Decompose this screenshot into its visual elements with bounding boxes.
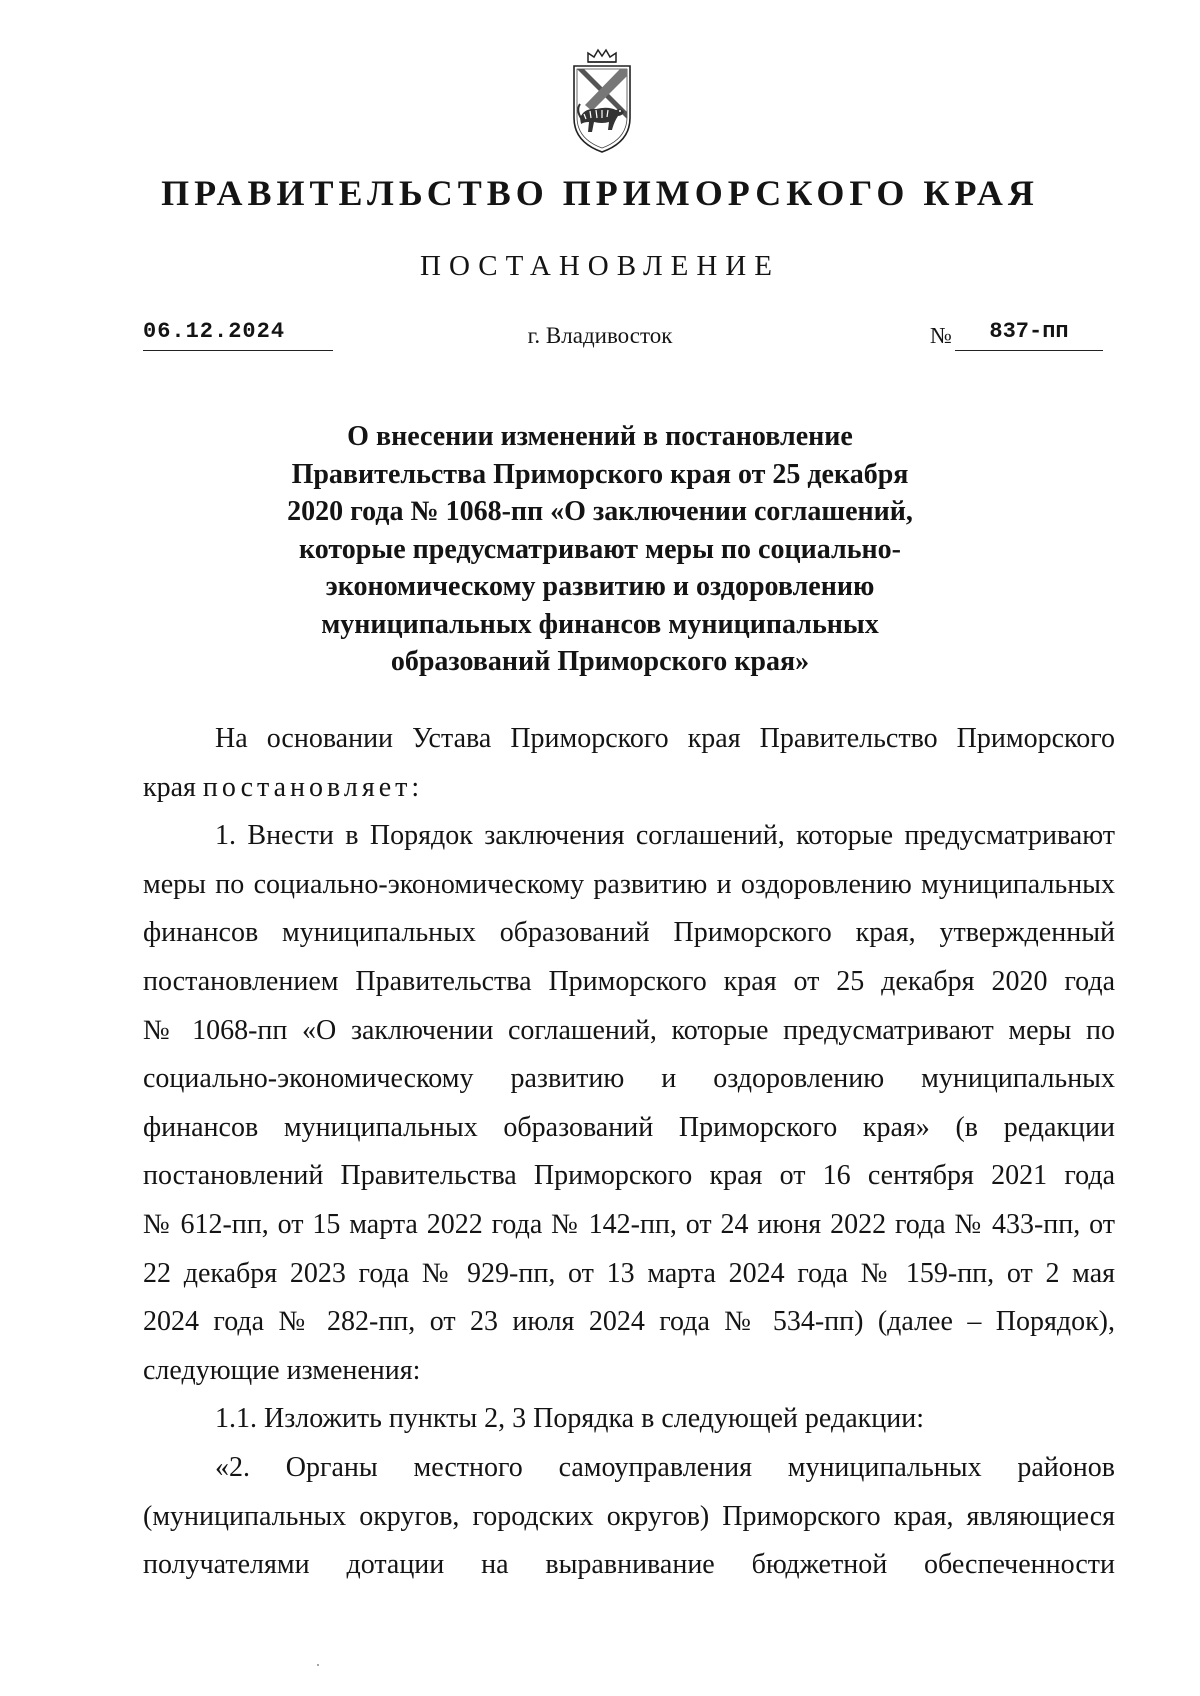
- document-number: 837-пп: [955, 318, 1103, 351]
- body-line: На основании Устава Приморского края Правительство Приморского: [215, 723, 1115, 754]
- title-line: Правительства Приморского края от 25 декабря: [291, 458, 909, 490]
- body-line: финансов муниципальных образований Приморского края» (в редакции: [143, 1111, 1115, 1143]
- title-line: муниципальных финансов муниципальных: [321, 608, 879, 640]
- title-line: образований Приморского края»: [390, 646, 810, 677]
- title-line: экономическому развитию и оздоровлению: [325, 571, 875, 602]
- body-line: «2. Органы местного самоуправления муниципальных районов: [215, 1451, 1115, 1483]
- body-line: социально-экономическому развитию и оздоровлению муниципальных: [143, 1063, 1115, 1095]
- number-sign: №: [930, 323, 952, 348]
- body-line: постановлением Правительства Приморского края от 25 декабря 2020 года: [143, 965, 1115, 997]
- body-line: № 1068-пп «О заключении соглашений, которые предусматривают меры по: [143, 1014, 1115, 1046]
- document-title: [0, 418, 1200, 681]
- authority-heading: ПРАВИТЕЛЬСТВО ПРИМОРСКОГО КРАЯ: [161, 173, 1039, 213]
- document-date: 06.12.2024: [143, 318, 333, 351]
- scan-speck: [317, 1664, 319, 1666]
- body-text-fragment: края: [143, 771, 196, 803]
- body-line: (муниципальных округов, городских округов) Приморского края, являющиеся: [143, 1500, 1115, 1532]
- primorsky-krai-coat-of-arms-icon: [568, 48, 636, 154]
- title-line: которые предусматривают меры по социально-: [299, 533, 901, 565]
- resolves-word: постановляет:: [202, 771, 424, 803]
- body-line: 1.1. Изложить пункты 2, 3 Порядка в следующей редакции:: [215, 1403, 924, 1435]
- document-body: [143, 715, 1115, 1590]
- body-line: 1. Внести в Порядок заключения соглашений, которые предусматривают: [215, 820, 1115, 852]
- document-city: г. Владивосток: [527, 323, 673, 348]
- body-line: меры по социально-экономическому развитию и оздоровлению муниципальных: [143, 868, 1115, 900]
- document-meta-row: [0, 318, 1200, 354]
- body-line: [143, 764, 1115, 813]
- body-line: постановлений Правительства Приморского края от 16 сентября 2021 года: [143, 1160, 1115, 1192]
- document-type: ПОСТАНОВЛЕНИЕ: [420, 250, 780, 282]
- title-line: 2020 года № 1068-пп «О заключении соглашений,: [287, 496, 913, 527]
- body-line: получателями дотации на выравнивание бюджетной обеспеченности: [143, 1549, 1115, 1581]
- body-line: № 612-пп, от 15 марта 2022 года № 142-пп, от 24 июня 2022 года № 433-пп, от: [143, 1208, 1115, 1240]
- title-line: О внесении изменений в постановление: [347, 421, 853, 452]
- body-line: следующие изменения:: [143, 1354, 421, 1386]
- body-line: 22 декабря 2023 года № 929-пп, от 13 марта 2024 года № 159-пп, от 2 мая: [143, 1257, 1115, 1289]
- body-line: 2024 года № 282-пп, от 23 июля 2024 года № 534-пп) (далее – Порядок),: [143, 1306, 1115, 1338]
- body-line: финансов муниципальных образований Приморского края, утвержденный: [143, 917, 1115, 949]
